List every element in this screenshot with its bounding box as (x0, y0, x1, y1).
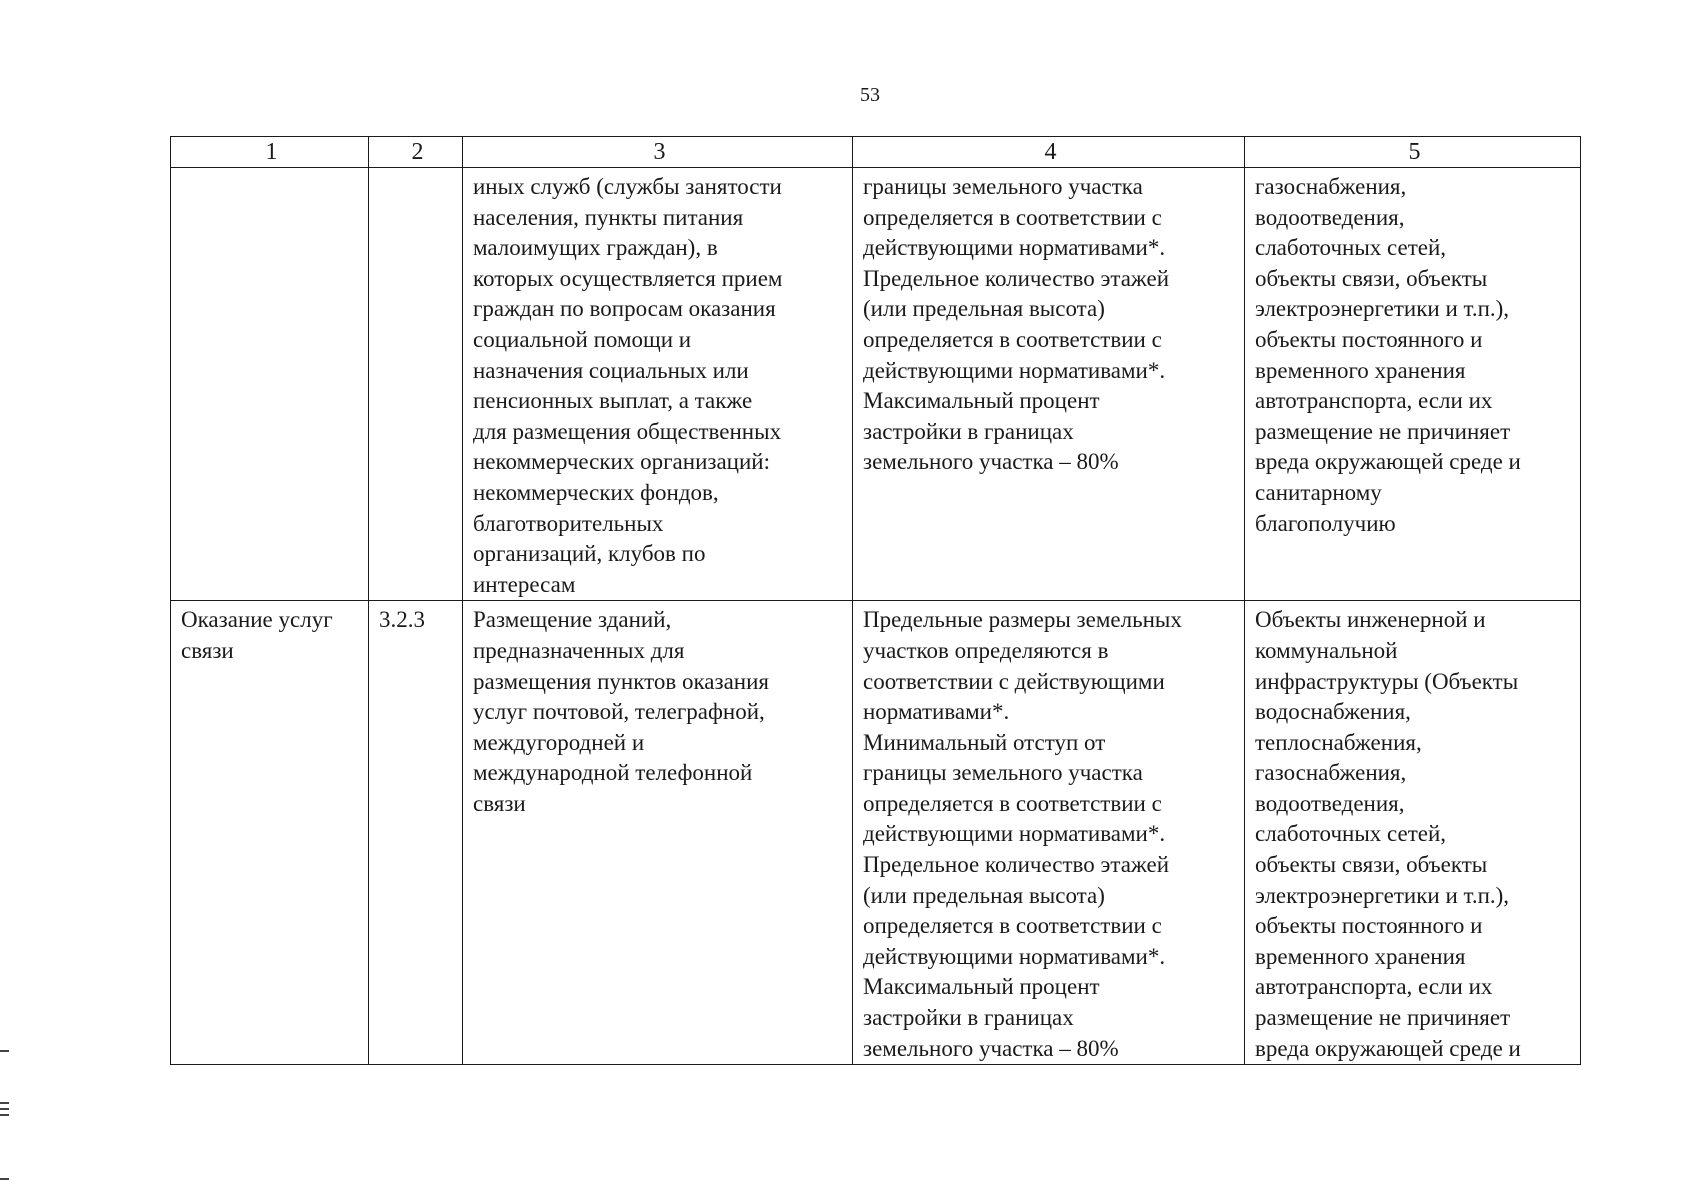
binding-mark (0, 1108, 9, 1110)
cell-text: иных служб (службы занятости населения, пункты питания малоимущих граждан), в которых осуществляется прием граждан по вопросам оказания социальной помощи и назначения социальных или пенсионных выплат, а также для размещения общественных некоммерческих организаций: некоммерческих фондов, благотворительных организаций, клубов по интересам (473, 174, 783, 597)
cell-parameters (853, 601, 1245, 1065)
table-body (171, 168, 1581, 1065)
cell-use-description (463, 601, 853, 1065)
header-col-3: 3 (463, 137, 853, 168)
cell-use-name (171, 168, 369, 601)
cell-auxiliary-uses (1245, 168, 1581, 601)
header-col-1: 1 (171, 137, 369, 168)
cell-text: Оказание услуг связи (181, 607, 333, 663)
cell-text: 3.2.3 (379, 607, 425, 633)
header-row (171, 137, 1581, 168)
cell-text: Объекты инженерной и коммунальной инфраструктуры (Объекты водоснабжения, теплоснабжения, газоснабжения, водоотведения, слаботочных сетей, объекты связи, объекты электроэнергетики и т.п.), объекты постоянного и временного хранения автотранспорта, если их размещение не причиняет вреда окружающей среде и (1255, 607, 1521, 1061)
binding-mark (0, 1102, 9, 1104)
cell-use-code (369, 168, 463, 601)
binding-mark (0, 1178, 9, 1180)
binding-marks (0, 1050, 10, 1190)
regulations-table (170, 136, 1581, 1065)
cell-text: Предельные размеры земельных участков определяются в соответствии с действующими нормативами*. Минимальный отступ от границы земельного участка определяется в соответствии с действующими нормативами*. Предельное количество этажей (или предельная высота) определяется в соответствии с действующими нормативами*. Максимальный процент застройки в границах земельного участка – 80% (863, 607, 1182, 1061)
cell-text: Размещение зданий, предназначенных для размещения пунктов оказания услуг почтовой, телеграфной, междугородней и международной телефонной связи (473, 607, 769, 816)
header-col-5: 5 (1245, 137, 1581, 168)
cell-text: границы земельного участка определяется в соответствии с действующими нормативами*. Предельное количество этажей (или предельная высота) определяется в соответствии с действующими нормативами*. Максимальный процент застройки в границах земельного участка – 80% (863, 174, 1170, 475)
binding-mark (0, 1050, 9, 1052)
table-header (171, 137, 1581, 168)
cell-auxiliary-uses (1245, 601, 1581, 1065)
header-col-4: 4 (853, 137, 1245, 168)
cell-use-code (369, 601, 463, 1065)
page-number: 53 (860, 84, 880, 106)
table-row (171, 601, 1581, 1065)
cell-text: газоснабжения, водоотведения, слаботочных сетей, объекты связи, объекты электроэнергетики и т.п.), объекты постоянного и временного хранения автотранспорта, если их размещение не причиняет вреда окружающей среде и санитарному благополучию (1255, 174, 1521, 536)
cell-use-name (171, 601, 369, 1065)
cell-use-description (463, 168, 853, 601)
binding-mark (0, 1114, 9, 1116)
header-col-2: 2 (369, 137, 463, 168)
table-row (171, 168, 1581, 601)
cell-parameters (853, 168, 1245, 601)
